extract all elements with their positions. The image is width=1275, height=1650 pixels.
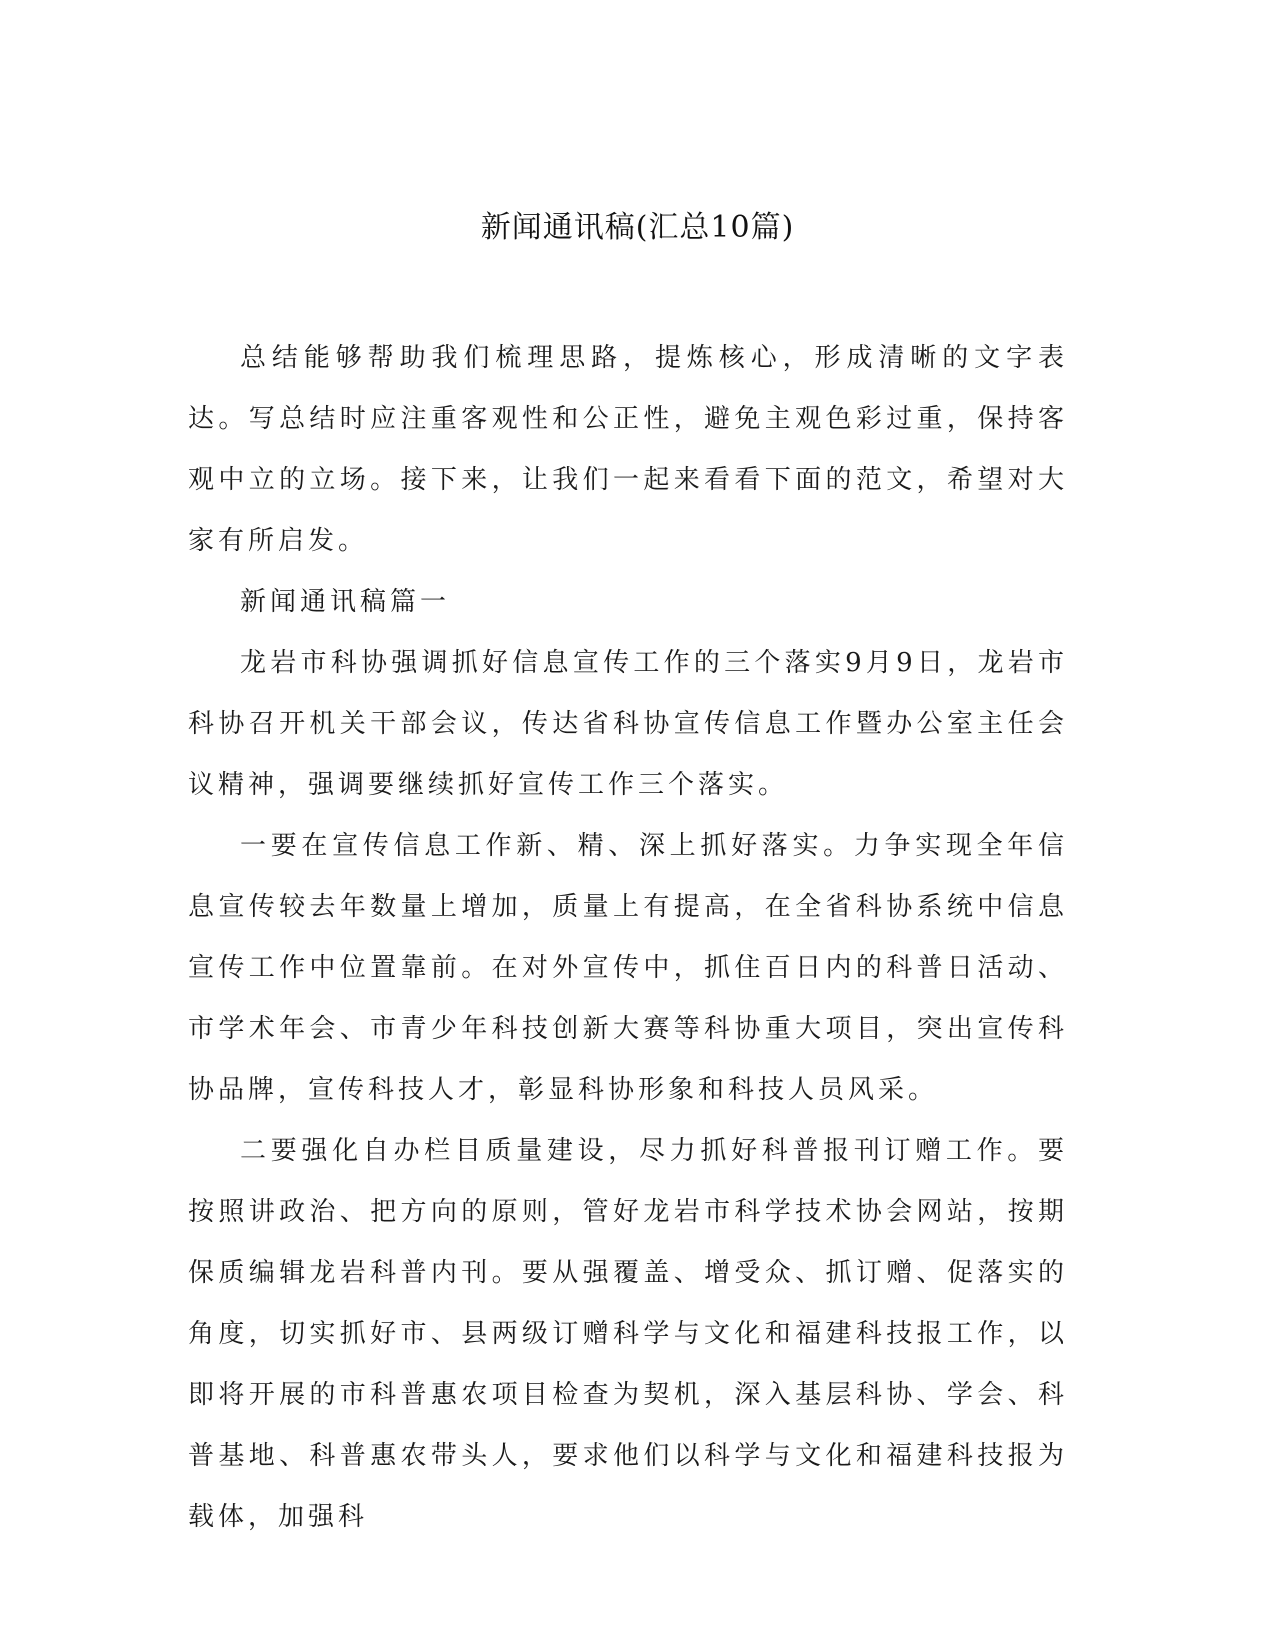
body-paragraph: 龙岩市科协强调抓好信息宣传工作的三个落实9月9日，龙岩市科协召开机关干部会议，传达省科协宣传信息工作暨办公室主任会议精神，强调要继续抓好宣传工作三个落实。	[188, 648, 1068, 800]
section-heading: 新闻通讯稿篇一	[240, 587, 451, 617]
body-paragraph: 二要强化自办栏目质量建设，尽力抓好科普报刊订赠工作。要按照讲政治、把方向的原则，管好龙岩市科学技术协会网站，按期保质编辑龙岩科普内刊。要从强覆盖、增受众、抓订赠、促落实的角度，切实抓好市、县两级订赠科学与文化和福建科技报工作，以即将开展的市科普惠农项目检查为契机，深入基层科协、学会、科普基地、科普惠农带头人，要求他们以科学与文化和福建科技报为载体，加强科	[188, 1136, 1068, 1532]
intro-paragraph: 总结能够帮助我们梳理思路，提炼核心，形成清晰的文字表达。写总结时应注重客观性和公正性，避免主观色彩过重，保持客观中立的立场。接下来，让我们一起来看看下面的范文，希望对大家有所启发。	[188, 343, 1068, 556]
body-paragraph: 一要在宣传信息工作新、精、深上抓好落实。力争实现全年信息宣传较去年数量上增加，质量上有提高，在全省科协系统中信息宣传工作中位置靠前。在对外宣传中，抓住百日内的科普日活动、市学术年会、市青少年科技创新大赛等科协重大项目，突出宣传科协品牌，宣传科技人才，彰显科协形象和科技人员风采。	[188, 831, 1068, 1105]
document-title: 新闻通讯稿(汇总10篇)	[480, 210, 795, 245]
document-body	[188, 328, 1068, 1548]
